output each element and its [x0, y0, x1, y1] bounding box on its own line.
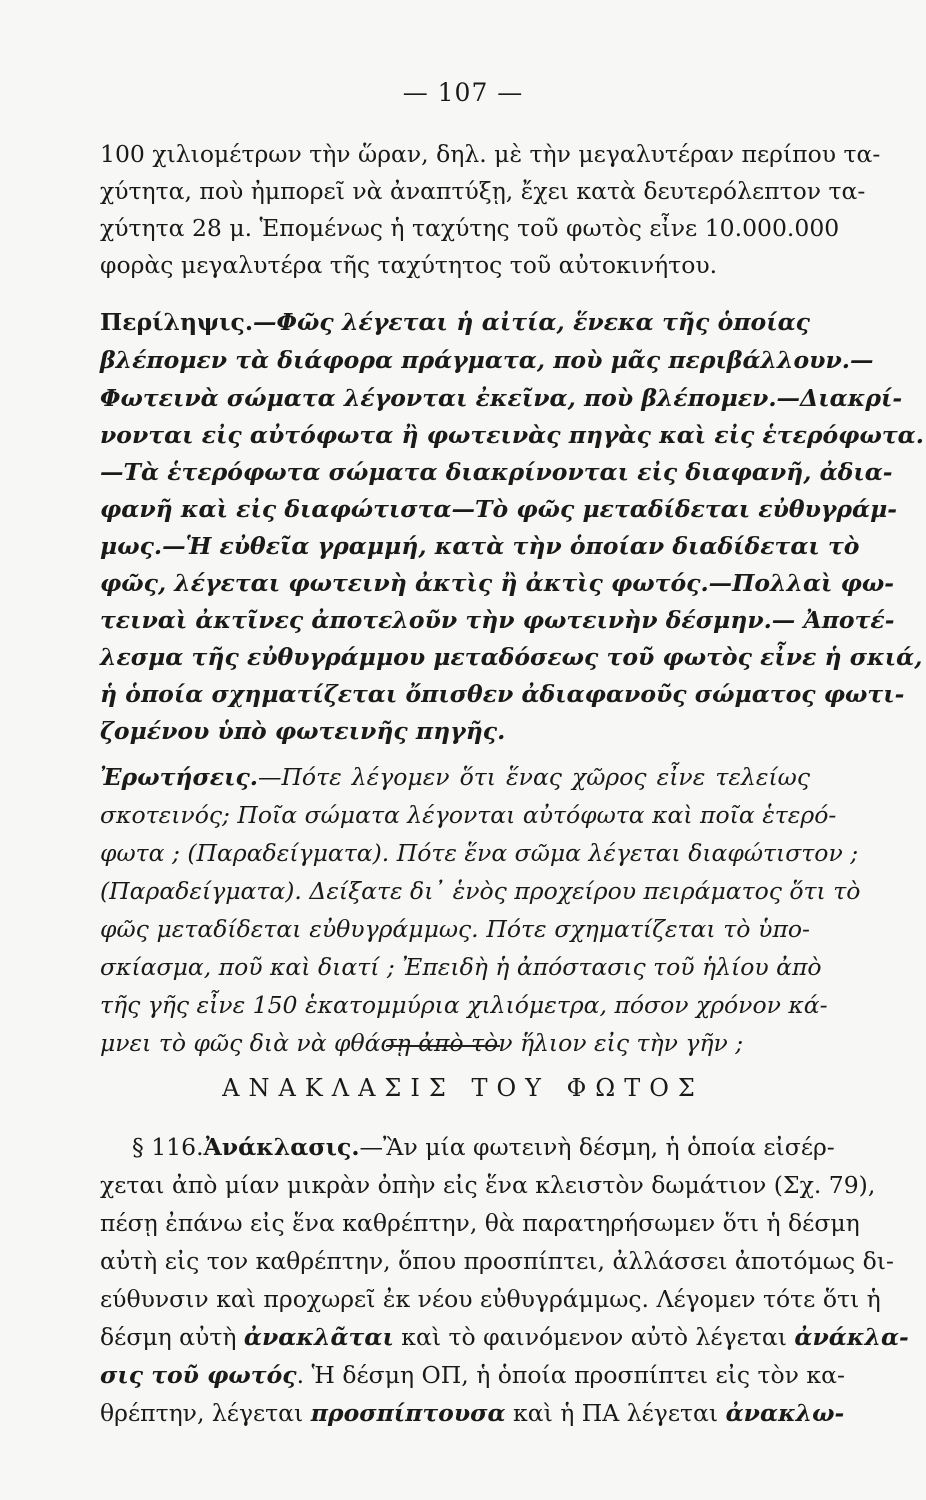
section116-text: —Ἂν μία φωτεινὴ δέσμη, ἡ ὁποία εἰσέρ- [359, 1133, 835, 1161]
summary-line: ἡ ὁποία σχηματίζεται ὄπισθεν ἀδιαφανοῦς σώματος φωτι- [100, 680, 905, 708]
para1-line: 100 χιλιομέτρων τὴν ὥραν, δηλ. μὲ τὴν μεγαλυτέραν περίπου τα- [100, 140, 881, 168]
section116-first-line [132, 1133, 835, 1161]
term-anaklatai: ἀνακλᾶται [243, 1323, 394, 1351]
questions-text: —Πότε λέγομεν ὅτι ἕνας χῶρος εἶνε τελείως [257, 763, 810, 791]
section116-text: καὶ ἡ ΠΑ λέγεται [505, 1399, 726, 1427]
summary-line: μως.—Ἡ εὐθεῖα γραμμή, κατὰ τὴν ὁποίαν διαδίδεται τὸ [100, 532, 860, 560]
section116-line [100, 1399, 845, 1427]
section116-text: καὶ τὸ φαινόμενον αὐτὸ λέγεται [393, 1323, 795, 1351]
summary-line: λεσμα τῆς εὐθυγράμμου μεταδόσεως τοῦ φωτὸς εἶνε ἡ σκιά, [100, 643, 923, 671]
summary-line: Φωτεινὰ σώματα λέγονται ἐκεῖνα, ποὺ βλέπομεν.—Διακρί- [100, 384, 903, 412]
section116-line: εύθυνσιν καὶ προχωρεῖ ἐκ νέου εὐθυγράμμως. Λέγομεν τότε ὅτι ἡ [100, 1285, 881, 1313]
section116-line: χεται ἀπὸ μίαν μικρὰν ὀπὴν εἰς ἕνα κλειστὸν δωμάτιον (Σχ. 79), [100, 1171, 876, 1199]
term-anaklomeni: ἀνακλω- [725, 1399, 845, 1427]
summary-line: φῶς, λέγεται φωτεινὴ ἀκτὶς ἢ ἀκτὶς φωτός.—Πολλαὶ φω- [100, 569, 894, 597]
para1-line: χύτητα 28 μ. Ἑπομένως ἡ ταχύτης τοῦ φωτὸς εἶνε 10.000.000 [100, 214, 840, 242]
section116-line [100, 1361, 845, 1389]
section116-text: . Ἡ δέσμη ΟΠ, ἡ ὁποία προσπίπτει εἰς τὸν κα- [296, 1361, 845, 1389]
summary-line [100, 308, 810, 336]
questions-line [100, 763, 810, 791]
summary-line: βλέπομεν τὰ διάφορα πράγματα, ποὺ μᾶς περιβάλλουν.— [100, 346, 874, 374]
section-heading: Ἀνάκλασις. [203, 1133, 360, 1161]
summary-label: Περίληψις. [100, 308, 254, 336]
para1-line: φορὰς μεγαλυτέρα τῆς ταχύτητος τοῦ αὐτοκινήτου. [100, 251, 718, 279]
questions-line: σκοτεινός; Ποῖα σώματα λέγονται αὐτόφωτα καὶ ποῖα ἑτερό- [100, 801, 837, 829]
section116-line: πέσῃ ἐπάνω εἰς ἕνα καθρέπτην, θὰ παρατηρήσωμεν ὅτι ἡ δέσμη [100, 1209, 860, 1237]
term-anaklasis-fotos: σις τοῦ φωτός [100, 1361, 297, 1389]
para1-line: χύτητα, ποὺ ἠμπορεῖ νὰ ἀναπτύξῃ, ἔχει κατὰ δευτερόλεπτον τα- [100, 177, 866, 205]
section116-line [100, 1323, 909, 1351]
questions-line: φῶς μεταδίδεται εὐθυγράμμως. Πότε σχηματίζεται τὸ ὑπο- [100, 915, 810, 943]
questions-line: σκίασμα, ποῦ καὶ διατί ; Ἐπειδὴ ἡ ἀπόστασις τοῦ ἡλίου ἀπὸ [100, 953, 822, 981]
term-anaklasis: ἀνάκλα- [794, 1323, 909, 1351]
term-prospiptousa: προσπίπτουσα [310, 1399, 506, 1427]
questions-line: μνει τὸ φῶς διὰ νὰ φθάσῃ ἀπὸ τὸν ἥλιον εἰς τὴν γῆν ; [100, 1029, 744, 1057]
summary-line: φανῆ καὶ εἰς διαφώτιστα—Τὸ φῶς μεταδίδεται εὐθυγράμ- [100, 495, 898, 523]
summary-line: —Τὰ ἑτερόφωτα σώματα διακρίνονται εἰς διαφανῆ, ἀδια- [100, 458, 893, 486]
questions-line: (Παραδείγματα). Δείξατε δι᾽ ἑνὸς προχείρου πειράματος ὅτι τὸ [100, 877, 861, 905]
summary-line: ζομένου ὑπὸ φωτεινῆς πηγῆς. [100, 717, 506, 745]
page-number: — 107 — [402, 78, 524, 107]
section116-line: αὐτὴ εἰς τον καθρέπτην, ὅπου προσπίπτει, ἀλλάσσει ἀποτόμως δι- [100, 1247, 894, 1275]
section-title: ΑΝΑΚΛΑΣΙΣ ΤΟΥ ΦΩΤΟΣ [222, 1074, 704, 1102]
section116-text: θρέπτην, λέγεται [100, 1399, 311, 1427]
summary-text: —Φῶς λέγεται ἡ αἰτία, ἕνεκα τῆς ὁποίας [253, 308, 810, 336]
section116-text: δέσμη αὐτὴ [100, 1323, 244, 1351]
summary-line: τειναὶ ἀκτῖνες ἀποτελοῦν τὴν φωτεινὴν δέσμην.— Ἀποτέ- [100, 606, 895, 634]
summary-line: νονται εἰς αὐτόφωτα ἢ φωτεινὰς πηγὰς καὶ εἰς ἑτερόφωτα. [100, 421, 924, 449]
section-number: § 116. [132, 1133, 204, 1161]
questions-label: Ἐρωτήσεις. [100, 763, 258, 791]
questions-line: τῆς γῆς εἶνε 150 ἑκατομμύρια χιλιόμετρα, πόσον χρόνον κά- [100, 991, 828, 1019]
questions-line: φωτα ; (Παραδείγματα). Πότε ἕνα σῶμα λέγεται διαφώτιστον ; [100, 839, 859, 867]
section-divider [386, 1045, 500, 1047]
